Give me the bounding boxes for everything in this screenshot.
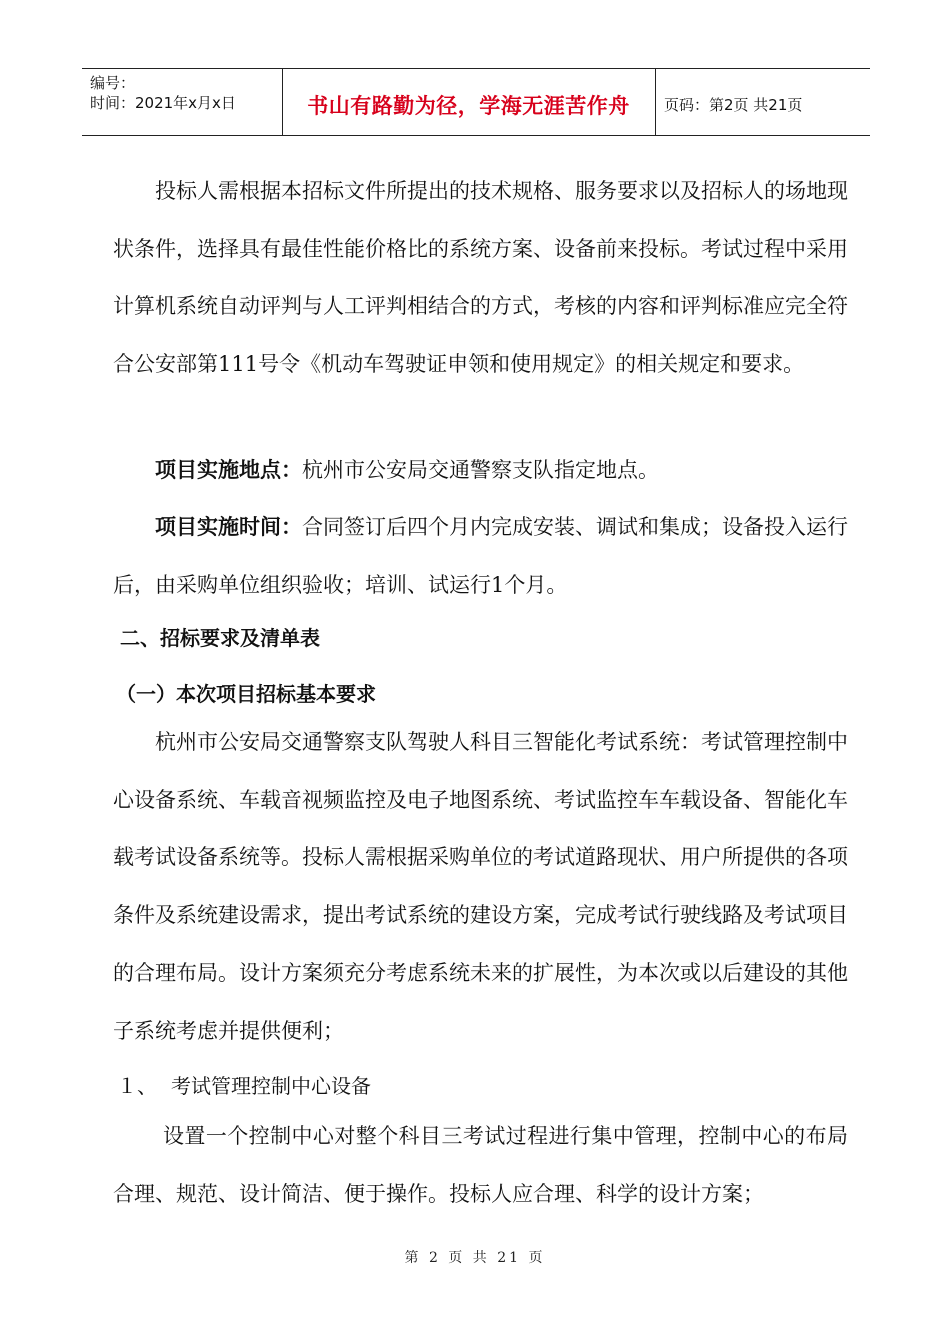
time-label: 项目实施时间： — [155, 514, 302, 539]
control-center-paragraph: 设置一个控制中心对整个科目三考试过程进行集中管理，控制中心的布局合理、规范、设计简洁、便于操作。投标人应合理、科学的设计方案； — [113, 1124, 848, 1206]
header-bottom-rule — [82, 135, 870, 136]
header-top-rule — [82, 68, 870, 69]
date-label: 时间：2021年x月x日 — [90, 94, 236, 112]
header-motto: 书山有路勤为径，学海无涯苦作舟 — [307, 94, 630, 118]
time-paragraph — [113, 498, 848, 614]
system-description-paragraph: 杭州市公安局交通警察支队驾驶人科目三智能化考试系统：考试管理控制中心设备系统、车载音视频监控及电子地图系统、考试监控车车载设备、智能化车载考试设备系统等。投标人需根据采购单位的考试道路现状、用户所提供的各项条件及系统建设需求，提出考试系统的建设方案，完成考试行驶线路及考试项目的合理布局。设计方案须充分考虑系统未来的扩展性，为本次或以后建设的其他子系统考虑并提供便利； — [113, 730, 848, 1043]
serial-label: 编号： — [90, 74, 136, 92]
location-label: 项目实施地点： — [155, 457, 302, 482]
section-2-heading: 二、招标要求及清单表 — [120, 626, 320, 650]
header-divider-right — [655, 68, 656, 135]
location-text: 杭州市公安局交通警察支队指定地点。 — [302, 458, 659, 482]
page-footer: 第 2 页 共 21 页 — [404, 1250, 546, 1266]
location-paragraph — [113, 441, 848, 500]
intro-paragraph: 投标人需根据本招标文件所提出的技术规格、服务要求以及招标人的场地现状条件，选择具有最佳性能价格比的系统方案、设备前来投标。考试过程中采用计算机系统自动评判与人工评判相结合的方式，考核的内容和评判标准应完全符合公安部第111号令《机动车驾驶证申领和使用规定》的相关规定和要求。 — [113, 179, 848, 377]
page-number-label: 页码：第2页 共21页 — [664, 96, 803, 114]
time-text: 合同签订后四个月内完成安装、调试和集成；设备投入运行后，由采购单位组织验收；培训、试运行1个月。 — [113, 515, 848, 597]
subsection-1-heading: （一）本次项目招标基本要求 — [116, 682, 376, 706]
item-1-title: 考试管理控制中心设备 — [171, 1074, 371, 1098]
item-1-number: １、 — [117, 1074, 157, 1098]
